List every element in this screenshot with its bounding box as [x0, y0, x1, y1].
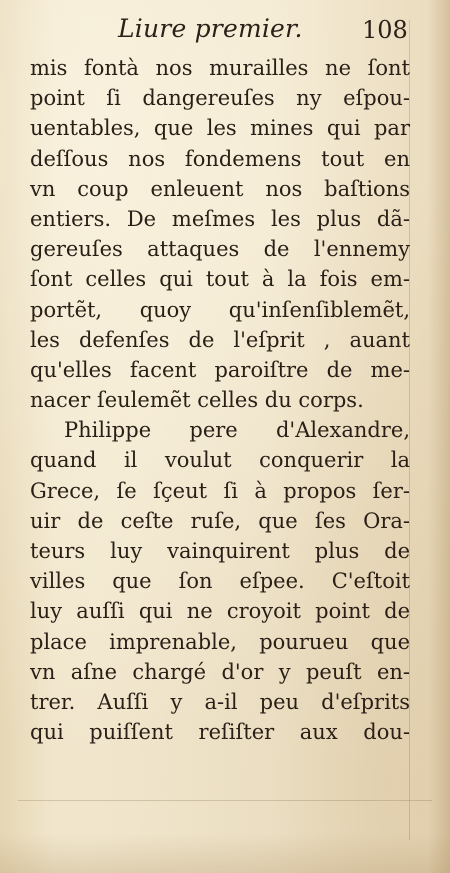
text-line: les defenſes de l'eſprit , auant [30, 327, 410, 352]
text-line: quand il voulut conquerir la [30, 448, 410, 473]
page-header [0, 12, 450, 52]
text-line: Grece, ſe ſçeut ſi à propos ſer- [30, 478, 410, 503]
text-line: qu'elles facent paroiſtre de me- [30, 357, 410, 382]
paragraph-start-line: Philippe pere d'Alexandre, [64, 418, 410, 443]
running-title: Liure premier. [118, 14, 303, 43]
page-bottom-shadow [0, 833, 450, 873]
text-line: vn aſne chargé d'or y peuſt en- [30, 659, 410, 684]
text-line: teurs luy vainquirent plus de [30, 539, 410, 563]
text-line: point ſi dangereuſes ny eſpou- [30, 86, 410, 111]
text-line: villes que ſon eſpee. C'eſtoit [30, 569, 410, 594]
text-line: deſſous nos fondemens tout en [30, 146, 410, 171]
text-line: entiers. De meſmes les plus dã- [30, 206, 410, 231]
text-line: uentables, que les mines qui par [30, 116, 410, 141]
text-line: place imprenable, pourueu que [30, 629, 410, 654]
text-line: luy auſſi qui ne croyoit point de [30, 599, 410, 624]
text-line: ſont celles qui tout à la fois em- [30, 267, 410, 292]
page-edge-shadow [428, 0, 450, 873]
text-line: gereuſes attaques de l'ennemy [30, 237, 410, 262]
bottom-fold-line [18, 800, 432, 801]
text-line: trer. Auſſi y a-il peu d'eſprits [30, 689, 410, 714]
text-line: nacer ſeulemẽt celles du corps. [30, 388, 364, 413]
page-number: 108 [362, 16, 408, 44]
text-line: mis fontà nos murailles ne ſont [30, 56, 410, 80]
body-text [30, 53, 410, 747]
text-line: vn coup enleuent nos baſtions [30, 176, 410, 201]
text-line: qui puiſſent reſiſter aux dou- [30, 720, 410, 745]
text-line: uir de ceſte ruſe, que ſes Ora- [30, 508, 410, 533]
text-line: portẽt, quoy qu'inſenſiblemẽt, [30, 297, 410, 322]
